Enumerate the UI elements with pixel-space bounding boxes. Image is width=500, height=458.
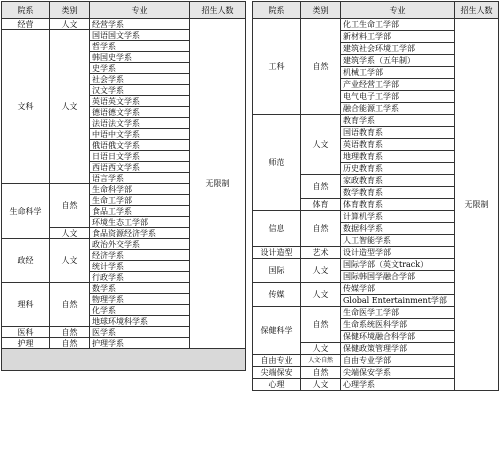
major-cell: 建筑学系（五年制） bbox=[341, 55, 455, 67]
type-cell: 艺术 bbox=[301, 247, 341, 259]
type-cell: 体育 bbox=[301, 199, 341, 211]
major-cell: 法语法文学系 bbox=[90, 118, 190, 129]
header-quota: 招生人数 bbox=[190, 2, 246, 19]
dept-cell: 传媒 bbox=[253, 283, 301, 307]
header-dept: 院系 bbox=[2, 2, 50, 19]
type-cell: 人文 bbox=[50, 228, 90, 239]
quota-cell: 无限制 bbox=[455, 19, 499, 391]
type-cell: 自然 bbox=[301, 19, 341, 115]
dept-cell: 信息 bbox=[253, 211, 301, 247]
major-cell: 英语英文学系 bbox=[90, 96, 190, 107]
major-cell: 计算机学系 bbox=[341, 211, 455, 223]
major-cell: 保健环境融合科学部 bbox=[341, 331, 455, 343]
major-cell: 日语日文学系 bbox=[90, 151, 190, 162]
type-cell: 人文 bbox=[301, 343, 341, 355]
type-cell: 自然 bbox=[50, 283, 90, 327]
major-cell: 经营学系 bbox=[90, 19, 190, 30]
type-cell: 人文 bbox=[301, 259, 341, 283]
major-cell: 国际韩国学融合学部 bbox=[341, 271, 455, 283]
dept-cell: 经营 bbox=[2, 19, 50, 30]
major-cell: 生命工学部 bbox=[90, 195, 190, 206]
major-cell: 医学系 bbox=[90, 327, 190, 338]
dept-cell: 理科 bbox=[2, 283, 50, 327]
major-cell: 行政学系 bbox=[90, 272, 190, 283]
empty-cell bbox=[2, 349, 246, 371]
type-cell: 人文 bbox=[50, 239, 90, 283]
type-cell: 人文·自然 bbox=[301, 355, 341, 367]
major-cell: 食品资源经济学系 bbox=[90, 228, 190, 239]
type-cell: 自然 bbox=[50, 338, 90, 349]
major-cell: 地理教育系 bbox=[341, 151, 455, 163]
major-cell: 生命科学部 bbox=[90, 184, 190, 195]
right-table bbox=[252, 1, 499, 391]
type-cell: 自然 bbox=[50, 327, 90, 338]
major-cell: 国语国文学系 bbox=[90, 30, 190, 41]
major-cell: 经济学系 bbox=[90, 250, 190, 261]
empty-row bbox=[2, 349, 246, 371]
left-table bbox=[1, 1, 246, 371]
major-cell: 电气电子工学部 bbox=[341, 91, 455, 103]
major-cell: Global Entertainment学部 bbox=[341, 295, 455, 307]
major-cell: 中语中文学系 bbox=[90, 129, 190, 140]
header-type: 类别 bbox=[50, 2, 90, 19]
major-cell: 化工生命工学部 bbox=[341, 19, 455, 31]
major-cell: 化学系 bbox=[90, 305, 190, 316]
major-cell: 物理学系 bbox=[90, 294, 190, 305]
dept-cell: 师范 bbox=[253, 115, 301, 211]
major-cell: 国际学部（英文track） bbox=[341, 259, 455, 271]
major-cell: 史学系 bbox=[90, 63, 190, 74]
dept-cell: 心理 bbox=[253, 379, 301, 391]
table-row bbox=[253, 19, 499, 31]
major-cell: 建筑社会环境工学部 bbox=[341, 43, 455, 55]
header-type: 类别 bbox=[301, 2, 341, 19]
type-cell: 自然 bbox=[50, 184, 90, 228]
major-cell: 汉文学系 bbox=[90, 85, 190, 96]
type-cell: 人文 bbox=[50, 19, 90, 30]
type-cell: 自然 bbox=[301, 175, 341, 199]
major-cell: 尖端保安学系 bbox=[341, 367, 455, 379]
major-cell: 数学教育系 bbox=[341, 187, 455, 199]
dept-cell: 工科 bbox=[253, 19, 301, 115]
header-major: 专业 bbox=[341, 2, 455, 19]
major-cell: 生命系统医科学部 bbox=[341, 319, 455, 331]
major-cell: 人工智能学系 bbox=[341, 235, 455, 247]
major-cell: 数据科学系 bbox=[341, 223, 455, 235]
type-cell: 自然 bbox=[301, 367, 341, 379]
major-cell: 统计学系 bbox=[90, 261, 190, 272]
major-cell: 教育学系 bbox=[341, 115, 455, 127]
major-cell: 心理学系 bbox=[341, 379, 455, 391]
major-cell: 哲学系 bbox=[90, 41, 190, 52]
admission-quota-document bbox=[1, 1, 498, 456]
major-cell: 语言学系 bbox=[90, 173, 190, 184]
dept-cell: 自由专业 bbox=[253, 355, 301, 367]
major-cell: 德语德文学系 bbox=[90, 107, 190, 118]
dept-cell: 设计造型 bbox=[253, 247, 301, 259]
table-row bbox=[2, 19, 246, 30]
dept-cell: 文科 bbox=[2, 30, 50, 184]
major-cell: 家政教育系 bbox=[341, 175, 455, 187]
major-cell: 政治外交学系 bbox=[90, 239, 190, 250]
dept-cell: 尖端保安 bbox=[253, 367, 301, 379]
dept-cell: 国际 bbox=[253, 259, 301, 283]
major-cell: 传媒学部 bbox=[341, 283, 455, 295]
major-cell: 护理学系 bbox=[90, 338, 190, 349]
major-cell: 英语教育系 bbox=[341, 139, 455, 151]
dept-cell: 护理 bbox=[2, 338, 50, 349]
type-cell: 自然 bbox=[301, 307, 341, 343]
type-cell: 人文 bbox=[301, 283, 341, 307]
major-cell: 产业经营工学部 bbox=[341, 79, 455, 91]
major-cell: 自由专业学部 bbox=[341, 355, 455, 367]
major-cell: 国语教育系 bbox=[341, 127, 455, 139]
header-dept: 院系 bbox=[253, 2, 301, 19]
header-quota: 招生人数 bbox=[455, 2, 499, 19]
major-cell: 设计造型学部 bbox=[341, 247, 455, 259]
dept-cell: 保健科学 bbox=[253, 307, 301, 355]
major-cell: 食品工学系 bbox=[90, 206, 190, 217]
major-cell: 机械工学部 bbox=[341, 67, 455, 79]
major-cell: 社会学系 bbox=[90, 74, 190, 85]
major-cell: 地球环境科学系 bbox=[90, 316, 190, 327]
major-cell: 数学系 bbox=[90, 283, 190, 294]
dept-cell: 生命科学 bbox=[2, 184, 50, 239]
major-cell: 新材料工学部 bbox=[341, 31, 455, 43]
major-cell: 历史教育系 bbox=[341, 163, 455, 175]
header-major: 专业 bbox=[90, 2, 190, 19]
type-cell: 人文 bbox=[50, 30, 90, 184]
major-cell: 融合能源工学系 bbox=[341, 103, 455, 115]
major-cell: 环境生态工学部 bbox=[90, 217, 190, 228]
major-cell: 西语西文学系 bbox=[90, 162, 190, 173]
type-cell: 人文 bbox=[301, 115, 341, 175]
major-cell: 保健政策管理学部 bbox=[341, 343, 455, 355]
type-cell: 人文 bbox=[301, 379, 341, 391]
major-cell: 生命医学工学部 bbox=[341, 307, 455, 319]
major-cell: 俄语俄文学系 bbox=[90, 140, 190, 151]
quota-cell: 无限制 bbox=[190, 19, 246, 349]
dept-cell: 医科 bbox=[2, 327, 50, 338]
type-cell: 自然 bbox=[301, 211, 341, 247]
major-cell: 体育教育系 bbox=[341, 199, 455, 211]
dept-cell: 政经 bbox=[2, 239, 50, 283]
major-cell: 韩国史学系 bbox=[90, 52, 190, 63]
